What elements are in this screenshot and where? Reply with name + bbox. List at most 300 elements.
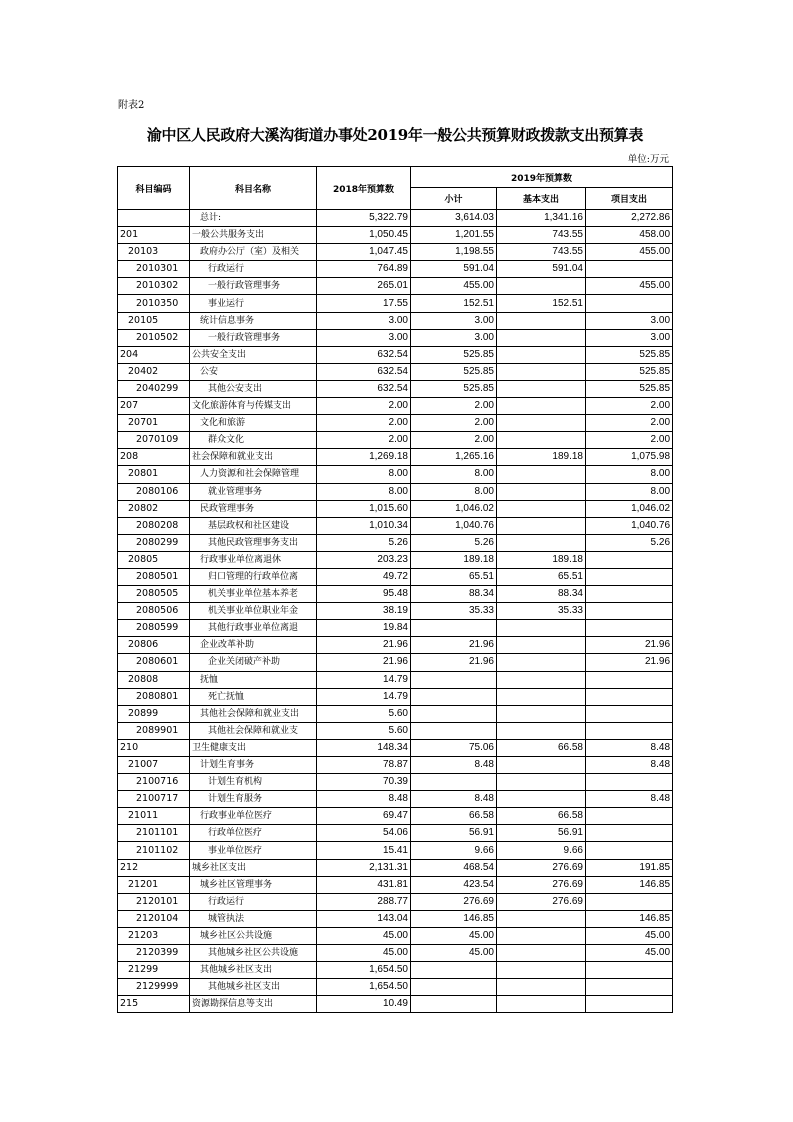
cell-2018-budget: 14.79 — [317, 671, 411, 688]
cell-subtotal — [411, 722, 497, 739]
cell-project: 2.00 — [586, 398, 673, 415]
table-row — [118, 227, 673, 244]
cell-basic: 189.18 — [497, 449, 586, 466]
cell-subtotal: 8.48 — [411, 757, 497, 774]
cell-project — [586, 979, 673, 996]
cell-2018-budget: 1,269.18 — [317, 449, 411, 466]
table-row — [118, 500, 673, 517]
cell-2018-budget: 632.54 — [317, 363, 411, 380]
cell-subtotal: 1,040.76 — [411, 517, 497, 534]
cell-name: 其他公安支出 — [190, 380, 317, 397]
cell-basic — [497, 620, 586, 637]
cell-subtotal: 88.34 — [411, 586, 497, 603]
cell-project: 458.00 — [586, 227, 673, 244]
cell-project — [586, 620, 673, 637]
table-row — [118, 893, 673, 910]
cell-name: 计划生育服务 — [190, 791, 317, 808]
cell-code: 20802 — [118, 500, 190, 517]
cell-basic: 1,341.16 — [497, 210, 586, 227]
header-basic: 基本支出 — [497, 188, 586, 210]
cell-project: 3.00 — [586, 312, 673, 329]
budget-table — [117, 166, 673, 1013]
table-row — [118, 757, 673, 774]
table-row — [118, 432, 673, 449]
cell-name: 行政事业单位离退休 — [190, 551, 317, 568]
cell-project: 2,272.86 — [586, 210, 673, 227]
table-row — [118, 945, 673, 962]
cell-basic — [497, 910, 586, 927]
cell-basic — [497, 637, 586, 654]
cell-name: 社会保障和就业支出 — [190, 449, 317, 466]
cell-code: 2010301 — [118, 261, 190, 278]
cell-name: 总计: — [190, 210, 317, 227]
cell-name: 事业运行 — [190, 295, 317, 312]
cell-2018-budget: 78.87 — [317, 757, 411, 774]
cell-name: 企业改革补助 — [190, 637, 317, 654]
cell-subtotal: 3.00 — [411, 312, 497, 329]
cell-project: 455.00 — [586, 278, 673, 295]
cell-project: 8.48 — [586, 757, 673, 774]
cell-project — [586, 722, 673, 739]
table-row — [118, 808, 673, 825]
cell-basic: 743.55 — [497, 244, 586, 261]
table-row — [118, 688, 673, 705]
cell-basic — [497, 688, 586, 705]
cell-code: 2101102 — [118, 842, 190, 859]
cell-code: 2070109 — [118, 432, 190, 449]
cell-name: 其他城乡社区支出 — [190, 979, 317, 996]
cell-2018-budget: 2.00 — [317, 432, 411, 449]
cell-name: 其他社会保障和就业支出 — [190, 705, 317, 722]
cell-code: 2010502 — [118, 329, 190, 346]
cell-code: 20402 — [118, 363, 190, 380]
cell-basic: 56.91 — [497, 825, 586, 842]
cell-2018-budget: 8.00 — [317, 466, 411, 483]
cell-project — [586, 568, 673, 585]
cell-name: 其他城乡社区公共设施 — [190, 945, 317, 962]
cell-name: 行政事业单位医疗 — [190, 808, 317, 825]
cell-project — [586, 842, 673, 859]
cell-name: 抚恤 — [190, 671, 317, 688]
cell-project: 525.85 — [586, 363, 673, 380]
table-row — [118, 295, 673, 312]
cell-subtotal: 276.69 — [411, 893, 497, 910]
cell-name: 一般行政管理事务 — [190, 329, 317, 346]
cell-basic: 276.69 — [497, 893, 586, 910]
table-row — [118, 603, 673, 620]
cell-code: 20805 — [118, 551, 190, 568]
cell-2018-budget: 54.06 — [317, 825, 411, 842]
cell-project: 1,075.98 — [586, 449, 673, 466]
cell-name: 统计信息事务 — [190, 312, 317, 329]
table-row — [118, 380, 673, 397]
cell-subtotal: 5.26 — [411, 534, 497, 551]
header-row — [118, 167, 673, 188]
table-row — [118, 927, 673, 944]
cell-basic: 65.51 — [497, 568, 586, 585]
cell-project — [586, 893, 673, 910]
cell-basic — [497, 517, 586, 534]
cell-code: 20899 — [118, 705, 190, 722]
table-row — [118, 996, 673, 1013]
table-row — [118, 449, 673, 466]
cell-basic — [497, 996, 586, 1013]
cell-code: 21203 — [118, 927, 190, 944]
cell-basic — [497, 945, 586, 962]
cell-subtotal — [411, 996, 497, 1013]
table-row — [118, 568, 673, 585]
cell-subtotal: 152.51 — [411, 295, 497, 312]
cell-code: 2080506 — [118, 603, 190, 620]
cell-project — [586, 688, 673, 705]
cell-basic — [497, 705, 586, 722]
table-row — [118, 739, 673, 756]
cell-2018-budget: 3.00 — [317, 312, 411, 329]
cell-basic: 66.58 — [497, 808, 586, 825]
cell-2018-budget: 45.00 — [317, 927, 411, 944]
cell-basic — [497, 432, 586, 449]
cell-subtotal: 66.58 — [411, 808, 497, 825]
cell-code: 21201 — [118, 876, 190, 893]
cell-project: 45.00 — [586, 927, 673, 944]
header-code: 科目编码 — [118, 167, 190, 210]
cell-name: 一般行政管理事务 — [190, 278, 317, 295]
cell-project: 146.85 — [586, 910, 673, 927]
cell-name: 民政管理事务 — [190, 500, 317, 517]
cell-2018-budget: 1,047.45 — [317, 244, 411, 261]
cell-basic — [497, 329, 586, 346]
cell-name: 文化和旅游 — [190, 415, 317, 432]
cell-name: 其他城乡社区支出 — [190, 962, 317, 979]
cell-2018-budget: 21.96 — [317, 654, 411, 671]
table-row — [118, 534, 673, 551]
cell-code: 2101101 — [118, 825, 190, 842]
table-row — [118, 620, 673, 637]
cell-2018-budget: 45.00 — [317, 945, 411, 962]
cell-project: 455.00 — [586, 244, 673, 261]
cell-subtotal: 468.54 — [411, 859, 497, 876]
cell-2018-budget: 19.84 — [317, 620, 411, 637]
cell-subtotal: 2.00 — [411, 415, 497, 432]
cell-2018-budget: 10.49 — [317, 996, 411, 1013]
cell-name: 机关事业单位基本养老 — [190, 586, 317, 603]
table-row — [118, 261, 673, 278]
cell-2018-budget: 15.41 — [317, 842, 411, 859]
cell-2018-budget: 1,010.34 — [317, 517, 411, 534]
cell-subtotal: 75.06 — [411, 739, 497, 756]
cell-project: 1,040.76 — [586, 517, 673, 534]
cell-name: 公安 — [190, 363, 317, 380]
cell-subtotal: 1,201.55 — [411, 227, 497, 244]
cell-basic — [497, 654, 586, 671]
cell-2018-budget: 2.00 — [317, 398, 411, 415]
cell-project — [586, 261, 673, 278]
cell-project: 21.96 — [586, 654, 673, 671]
cell-2018-budget: 17.55 — [317, 295, 411, 312]
table-row — [118, 842, 673, 859]
cell-name: 事业单位医疗 — [190, 842, 317, 859]
page-title: 渝中区人民政府大溪沟街道办事处2019年一般公共预算财政拨款支出预算表 — [146, 126, 644, 144]
cell-code: 20105 — [118, 312, 190, 329]
cell-subtotal: 56.91 — [411, 825, 497, 842]
cell-code: 208 — [118, 449, 190, 466]
cell-project — [586, 774, 673, 791]
cell-2018-budget: 764.89 — [317, 261, 411, 278]
table-row — [118, 671, 673, 688]
cell-subtotal: 525.85 — [411, 380, 497, 397]
table-row — [118, 791, 673, 808]
cell-2018-budget: 21.96 — [317, 637, 411, 654]
cell-subtotal: 3.00 — [411, 329, 497, 346]
cell-basic — [497, 757, 586, 774]
cell-basic — [497, 671, 586, 688]
cell-basic: 35.33 — [497, 603, 586, 620]
cell-2018-budget: 8.00 — [317, 483, 411, 500]
cell-basic — [497, 312, 586, 329]
cell-code: 21299 — [118, 962, 190, 979]
cell-project: 5.26 — [586, 534, 673, 551]
cell-project: 8.00 — [586, 483, 673, 500]
cell-name: 其他民政管理事务支出 — [190, 534, 317, 551]
cell-project — [586, 671, 673, 688]
table-row — [118, 329, 673, 346]
cell-2018-budget: 1,050.45 — [317, 227, 411, 244]
cell-name: 一般公共服务支出 — [190, 227, 317, 244]
header-project: 项目支出 — [586, 188, 673, 210]
cell-basic: 88.34 — [497, 586, 586, 603]
cell-basic — [497, 466, 586, 483]
cell-2018-budget: 1,654.50 — [317, 979, 411, 996]
cell-2018-budget: 143.04 — [317, 910, 411, 927]
cell-basic — [497, 346, 586, 363]
cell-basic — [497, 979, 586, 996]
cell-2018-budget: 3.00 — [317, 329, 411, 346]
header-2018-budget: 2018年预算数 — [317, 167, 411, 210]
cell-basic — [497, 927, 586, 944]
cell-name: 资源勘探信息等支出 — [190, 996, 317, 1013]
cell-name: 行政单位医疗 — [190, 825, 317, 842]
cell-2018-budget: 5.60 — [317, 705, 411, 722]
cell-code: 20806 — [118, 637, 190, 654]
cell-project: 525.85 — [586, 380, 673, 397]
cell-2018-budget: 632.54 — [317, 380, 411, 397]
table-row — [118, 586, 673, 603]
cell-project: 146.85 — [586, 876, 673, 893]
cell-name: 城乡社区公共设施 — [190, 927, 317, 944]
table-row — [118, 312, 673, 329]
cell-name: 计划生育事务 — [190, 757, 317, 774]
attachment-label: 附表2 — [118, 100, 145, 111]
cell-basic: 276.69 — [497, 859, 586, 876]
cell-project: 3.00 — [586, 329, 673, 346]
cell-project — [586, 603, 673, 620]
cell-name: 卫生健康支出 — [190, 739, 317, 756]
cell-basic: 189.18 — [497, 551, 586, 568]
cell-project — [586, 295, 673, 312]
cell-subtotal: 1,046.02 — [411, 500, 497, 517]
cell-code: 2100716 — [118, 774, 190, 791]
cell-subtotal: 8.48 — [411, 791, 497, 808]
cell-basic — [497, 363, 586, 380]
cell-subtotal: 591.04 — [411, 261, 497, 278]
cell-2018-budget: 431.81 — [317, 876, 411, 893]
cell-basic: 66.58 — [497, 739, 586, 756]
cell-code: 2040299 — [118, 380, 190, 397]
cell-2018-budget: 8.48 — [317, 791, 411, 808]
cell-subtotal — [411, 671, 497, 688]
header-2019-budget: 2019年预算数 — [411, 167, 673, 188]
cell-name: 行政运行 — [190, 261, 317, 278]
cell-name: 行政运行 — [190, 893, 317, 910]
cell-project — [586, 551, 673, 568]
cell-2018-budget: 5.60 — [317, 722, 411, 739]
cell-code: 20701 — [118, 415, 190, 432]
cell-2018-budget: 14.79 — [317, 688, 411, 705]
table-row — [118, 722, 673, 739]
cell-code: 2010302 — [118, 278, 190, 295]
table-row — [118, 859, 673, 876]
table-row — [118, 466, 673, 483]
cell-code: 2080501 — [118, 568, 190, 585]
cell-basic — [497, 483, 586, 500]
cell-basic — [497, 774, 586, 791]
cell-code: 2089901 — [118, 722, 190, 739]
table-row — [118, 210, 673, 227]
table-row — [118, 654, 673, 671]
cell-name: 文化旅游体育与传媒支出 — [190, 398, 317, 415]
table-row — [118, 483, 673, 500]
cell-subtotal — [411, 979, 497, 996]
cell-name: 群众文化 — [190, 432, 317, 449]
table-row — [118, 637, 673, 654]
cell-subtotal: 189.18 — [411, 551, 497, 568]
table-row — [118, 774, 673, 791]
table-row — [118, 705, 673, 722]
cell-project — [586, 962, 673, 979]
table-row — [118, 363, 673, 380]
cell-project: 2.00 — [586, 415, 673, 432]
table-row — [118, 876, 673, 893]
cell-code: 2120104 — [118, 910, 190, 927]
cell-name: 城乡社区管理事务 — [190, 876, 317, 893]
cell-project: 1,046.02 — [586, 500, 673, 517]
unit-label: 单位:万元 — [627, 154, 669, 165]
cell-subtotal: 2.00 — [411, 432, 497, 449]
table-body — [118, 210, 673, 1013]
cell-code: 20808 — [118, 671, 190, 688]
cell-project: 45.00 — [586, 945, 673, 962]
cell-subtotal: 525.85 — [411, 363, 497, 380]
cell-2018-budget: 5,322.79 — [317, 210, 411, 227]
cell-code: 2100717 — [118, 791, 190, 808]
cell-code: 210 — [118, 739, 190, 756]
cell-name: 人力资源和社会保障管理 — [190, 466, 317, 483]
table-row — [118, 910, 673, 927]
cell-code: 2080505 — [118, 586, 190, 603]
cell-subtotal: 8.00 — [411, 483, 497, 500]
cell-2018-budget: 288.77 — [317, 893, 411, 910]
cell-code: 20103 — [118, 244, 190, 261]
cell-subtotal — [411, 774, 497, 791]
cell-2018-budget: 5.26 — [317, 534, 411, 551]
cell-code: 201 — [118, 227, 190, 244]
cell-subtotal: 45.00 — [411, 927, 497, 944]
cell-basic — [497, 398, 586, 415]
cell-code: 207 — [118, 398, 190, 415]
cell-name: 就业管理事务 — [190, 483, 317, 500]
cell-subtotal: 1,265.16 — [411, 449, 497, 466]
table-row — [118, 517, 673, 534]
cell-project: 525.85 — [586, 346, 673, 363]
cell-2018-budget: 265.01 — [317, 278, 411, 295]
cell-project — [586, 996, 673, 1013]
cell-subtotal — [411, 962, 497, 979]
cell-basic: 9.66 — [497, 842, 586, 859]
cell-name: 基层政权和社区建设 — [190, 517, 317, 534]
cell-2018-budget: 148.34 — [317, 739, 411, 756]
cell-code: 2080599 — [118, 620, 190, 637]
cell-basic: 276.69 — [497, 876, 586, 893]
cell-basic — [497, 415, 586, 432]
cell-name: 机关事业单位职业年金 — [190, 603, 317, 620]
cell-basic — [497, 380, 586, 397]
cell-code: 2080601 — [118, 654, 190, 671]
table-row — [118, 398, 673, 415]
cell-name: 城管执法 — [190, 910, 317, 927]
cell-code: 215 — [118, 996, 190, 1013]
cell-name: 其他社会保障和就业支 — [190, 722, 317, 739]
cell-name: 政府办公厅（室）及相关 — [190, 244, 317, 261]
cell-subtotal: 9.66 — [411, 842, 497, 859]
table-row — [118, 825, 673, 842]
cell-name: 公共安全支出 — [190, 346, 317, 363]
cell-name: 归口管理的行政单位离 — [190, 568, 317, 585]
cell-code: 2080106 — [118, 483, 190, 500]
cell-subtotal: 35.33 — [411, 603, 497, 620]
cell-subtotal: 65.51 — [411, 568, 497, 585]
cell-subtotal: 2.00 — [411, 398, 497, 415]
cell-name: 城乡社区支出 — [190, 859, 317, 876]
cell-2018-budget: 69.47 — [317, 808, 411, 825]
cell-code: 2080299 — [118, 534, 190, 551]
cell-subtotal: 146.85 — [411, 910, 497, 927]
cell-project — [586, 705, 673, 722]
cell-project: 21.96 — [586, 637, 673, 654]
cell-subtotal: 45.00 — [411, 945, 497, 962]
cell-code: 21011 — [118, 808, 190, 825]
cell-subtotal: 3,614.03 — [411, 210, 497, 227]
cell-project: 2.00 — [586, 432, 673, 449]
cell-subtotal: 21.96 — [411, 637, 497, 654]
cell-basic — [497, 722, 586, 739]
cell-subtotal: 21.96 — [411, 654, 497, 671]
cell-basic — [497, 962, 586, 979]
cell-basic — [497, 791, 586, 808]
cell-subtotal: 525.85 — [411, 346, 497, 363]
cell-2018-budget: 49.72 — [317, 568, 411, 585]
cell-2018-budget: 632.54 — [317, 346, 411, 363]
cell-project: 8.48 — [586, 791, 673, 808]
cell-2018-budget: 203.23 — [317, 551, 411, 568]
cell-project: 191.85 — [586, 859, 673, 876]
cell-code — [118, 210, 190, 227]
cell-subtotal: 423.54 — [411, 876, 497, 893]
cell-basic: 152.51 — [497, 295, 586, 312]
cell-subtotal: 1,198.55 — [411, 244, 497, 261]
cell-basic: 591.04 — [497, 261, 586, 278]
table-row — [118, 979, 673, 996]
cell-2018-budget: 1,654.50 — [317, 962, 411, 979]
